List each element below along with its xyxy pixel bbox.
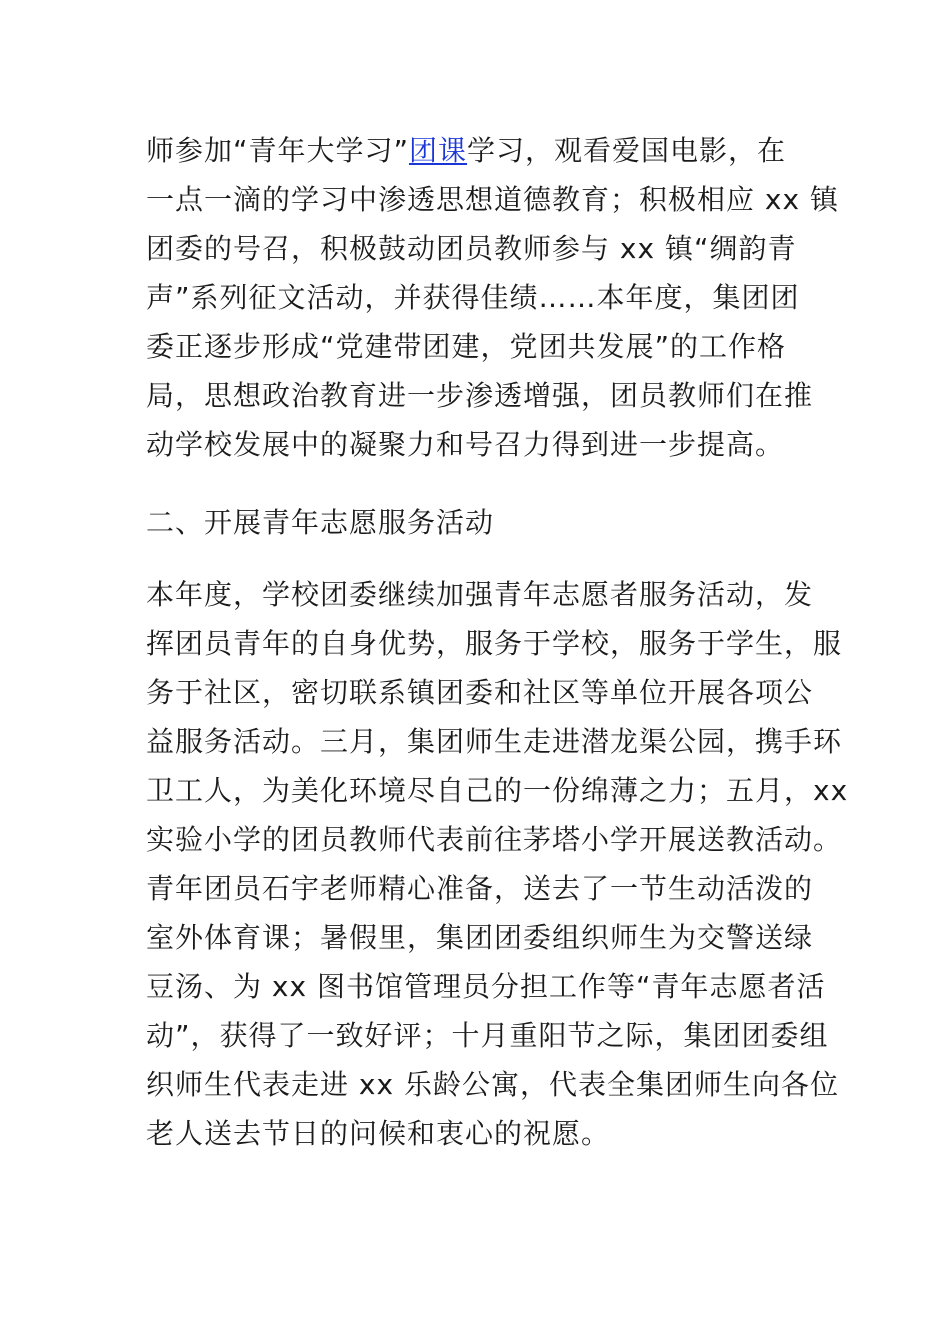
paragraph-line: 室外体育课；暑假里，集团团委组织师生为交警送绿 xyxy=(146,921,814,954)
paragraph-line: 务于社区，密切联系镇团委和社区等单位开展各项公 xyxy=(146,676,814,709)
paragraph-line: 一点一滴的学习中渗透思想道德教育；积极相应 xx 镇 xyxy=(146,183,839,216)
paragraph-line: 老人送去节日的问候和衷心的祝愿。 xyxy=(146,1117,611,1150)
section-heading-text: 二、开展青年志愿服务活动 xyxy=(146,506,495,539)
paragraph-youth-study xyxy=(146,126,839,469)
paragraph-volunteer-service xyxy=(146,570,849,1158)
paragraph-line: 豆汤、为 xx 图书馆管理员分担工作等“青年志愿者活 xyxy=(146,970,826,1003)
tuanke-link[interactable]: 团课 xyxy=(409,134,468,167)
section-heading xyxy=(146,498,826,547)
paragraph-line: 卫工人，为美化环境尽自己的一份绵薄之力；五月，xx xyxy=(146,774,849,807)
paragraph-line: 声”系列征文活动，并获得佳绩……本年度，集团团 xyxy=(146,281,800,314)
paragraph-line: 挥团员青年的自身优势，服务于学校，服务于学生，服 xyxy=(146,627,843,660)
text-segment: 师参加“青年大学习” xyxy=(146,134,410,167)
paragraph-line: 实验小学的团员教师代表前往茅塔小学开展送教活动。 xyxy=(146,823,843,856)
paragraph-line: 动”，获得了一致好评；十月重阳节之际，集团团委组 xyxy=(146,1019,829,1052)
paragraph-line: 织师生代表走进 xx 乐龄公寓，代表全集团师生向各位 xyxy=(146,1068,839,1101)
text-segment: 学习，观看爱国电影，在 xyxy=(467,134,787,167)
paragraph-line: 动学校发展中的凝聚力和号召力得到进一步提高。 xyxy=(146,428,785,461)
paragraph-line: 团委的号召，积极鼓动团员教师参与 xx 镇“绸韵青 xyxy=(146,232,797,265)
paragraph-line: 本年度，学校团委继续加强青年志愿者服务活动，发 xyxy=(146,578,814,611)
paragraph-line: 委正逐步形成“党建带团建，党团共发展”的工作格 xyxy=(146,330,787,363)
paragraph-line: 益服务活动。三月，集团师生走进潜龙渠公园，携手环 xyxy=(146,725,843,758)
paragraph-line xyxy=(146,126,826,175)
paragraph-line: 局，思想政治教育进一步渗透增强，团员教师们在推 xyxy=(146,379,814,412)
paragraph-line: 青年团员石宇老师精心准备，送去了一节生动活泼的 xyxy=(146,872,814,905)
